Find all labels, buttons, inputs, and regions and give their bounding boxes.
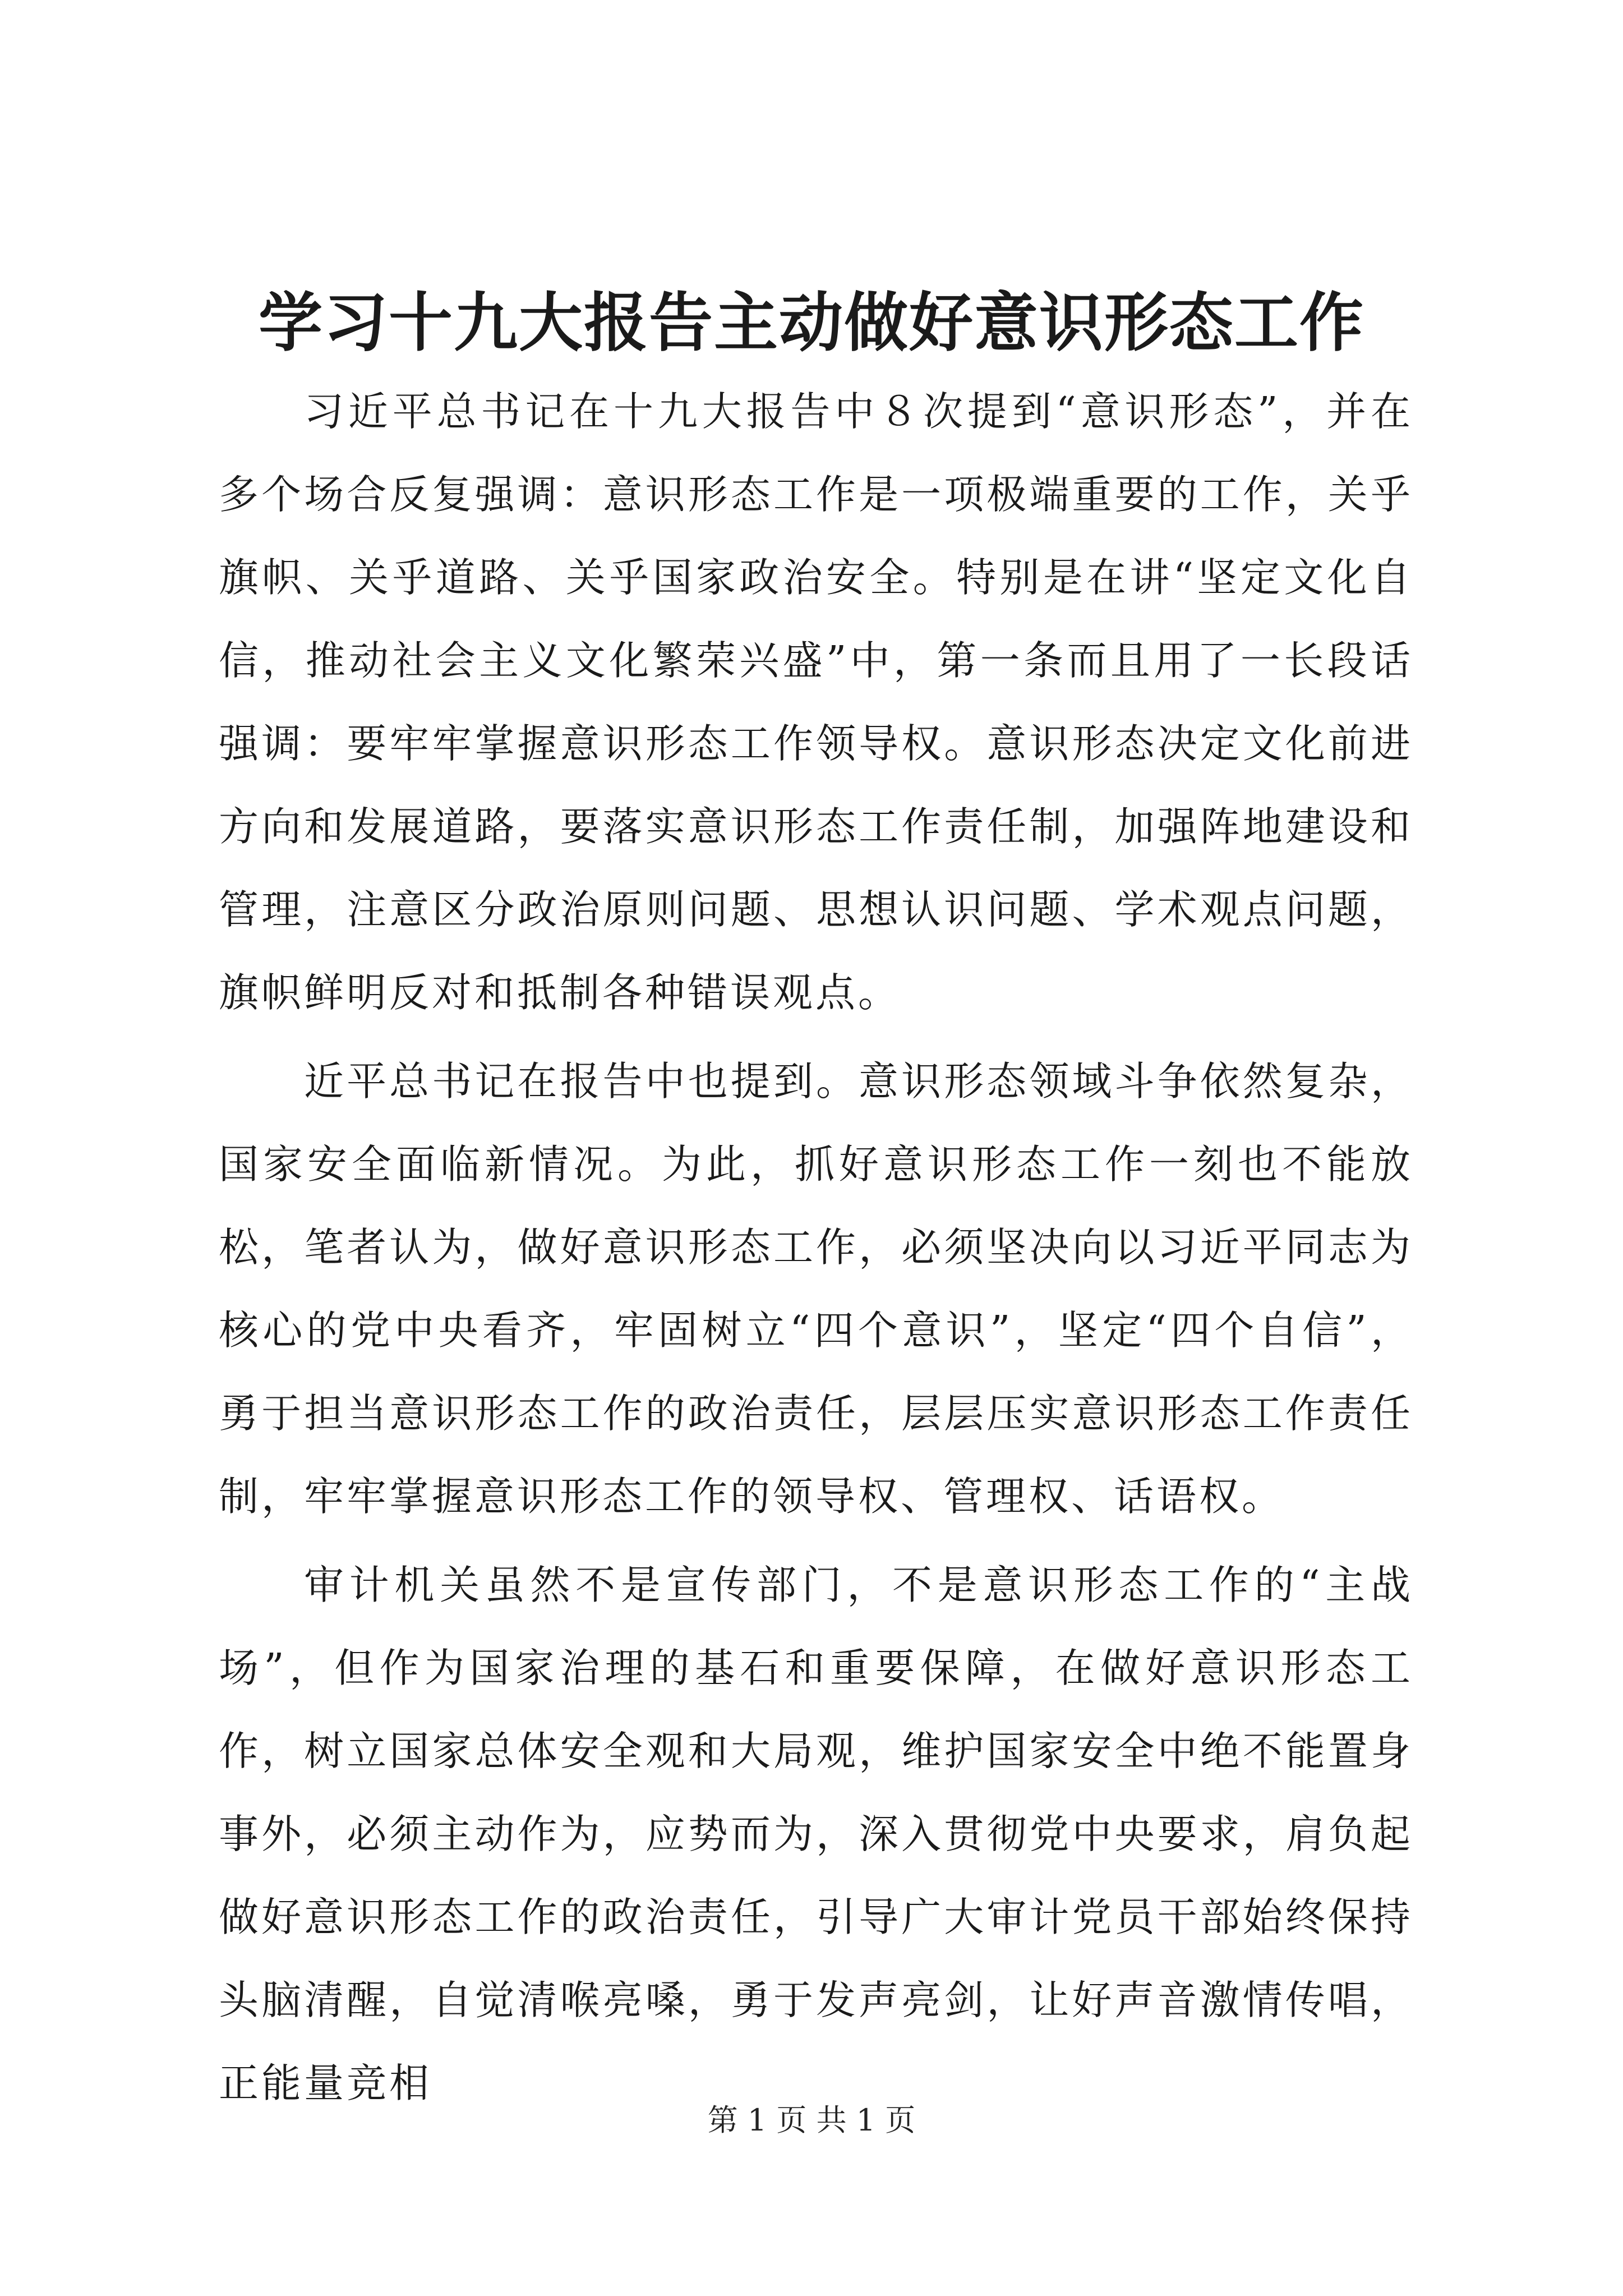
body-paragraph-2: 近平总书记在报告中也提到。意识形态领域斗争依然复杂，国家安全面临新情况。为此，抓好意识形态工作一刻也不能放松，笔者认为，做好意识形态工作，必须坚决向以习近平同志为核心的党中央看齐，牢固树立“四个意识”，坚定“四个自信”，勇于担当意识形态工作的政治责任，层层压实意识形态工作责任制，牢牢掌握意识形态工作的领导权、管理权、话语权。 [219,1058,1413,1520]
document-title: 学习十九大报告主动做好意识形态工作 [258,285,1364,360]
document-body [219,370,1413,2125]
page-number-footer: 第 1 页 共 1 页 [707,2102,916,2138]
body-paragraph-3: 审计机关虽然不是宣传部门，不是意识形态工作的“主战场”，但作为国家治理的基石和重要保障，在做好意识形态工作，树立国家总体安全观和大局观，维护国家安全中绝不能置身事外，必须主动作为，应势而为，深入贯彻党中央要求，肩负起做好意识形态工作的政治责任，引导广大审计党员干部始终保持头脑清醒，自觉清喉亮嗓，勇于发声亮剑，让好声音激情传唱，正能量竞相 [219,1562,1413,2106]
body-paragraph-1: 习近平总书记在十九大报告中８次提到“意识形态”，并在多个场合反复强调：意识形态工作是一项极端重要的工作，关乎旗帜、关乎道路、关乎国家政治安全。特别是在讲“坚定文化自信，推动社会主义文化繁荣兴盛”中，第一条而且用了一长段话强调：要牢牢掌握意识形态工作领导权。意识形态决定文化前进方向和发展道路，要落实意识形态工作责任制，加强阵地建设和管理，注意区分政治原则问题、思想认识问题、学术观点问题，旗帜鲜明反对和抵制各种错误观点。 [219,388,1413,1016]
